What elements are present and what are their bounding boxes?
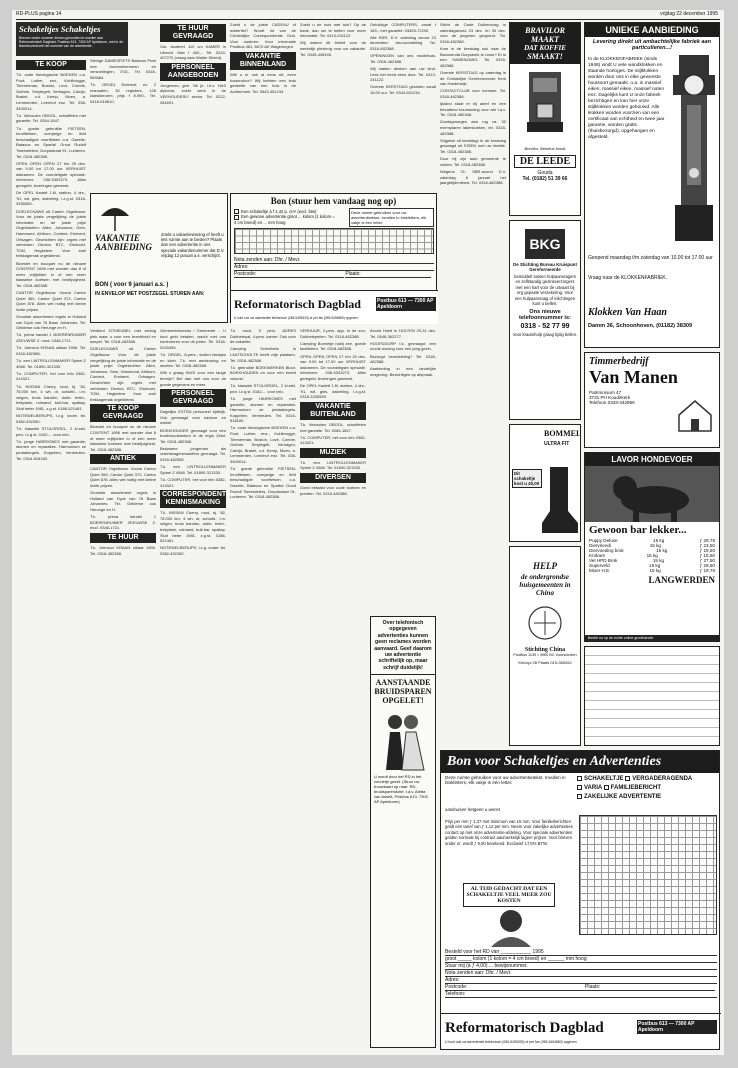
list-item: Avond Hotel in HOLTEN 29-31 dec. Tel. 0548-362277.	[370, 328, 436, 339]
bravilor-l2: MAAKT	[530, 35, 559, 44]
fax-top: U kunt ook uw advertentie telefonisch (055-5495333) of per fax (055-5494880) opgeven	[234, 316, 358, 320]
list-item: NOTEWELBERUPS, l.z.g. onder. tel. 0382-492280.	[16, 413, 86, 424]
opt-varia-checkbox[interactable]	[577, 785, 582, 790]
list-item: Bekwame jongeman als vrachtwagenchauffeur gevraagd. Tel. 0318-462555.	[160, 445, 226, 463]
list-item: T.k. prima handel 1 BOERENRUIMER ZEEUWSE Z. mod. 0348-1721.	[16, 332, 86, 344]
fax-bottom: U kunt ook uw advertentie telefonisch (055-5495333) of per fax (055-5494880) opgeven	[445, 1040, 577, 1044]
bravilor-l3: DAT KOFFIE	[524, 44, 566, 52]
klokken-maker: Klokken Van Haan	[588, 307, 667, 318]
list-item: T.k. jonge HARRIONES met garantie, stomen en reparaties. Harmonium ze pedaalorgels. Koppelen, Vermeulen. Tel. 0316-518180.	[230, 395, 296, 424]
china-giro: Kelvopl 28 Plaats 015-369262	[518, 660, 572, 665]
list-item: Zoekt u de huis met tuin? Op de bank, dan om te bellen voor meer informatie. Tel. 0413-241122.	[300, 22, 366, 39]
list-item: Camping Bonnetje nabij zee, goede faciliteiten. Tel. 0318-482388.	[300, 340, 366, 352]
section-vakantie-buitenland: VAKANTIE BUITENLAND	[300, 402, 366, 420]
bravilor-tel: Tel. (0182) 51 39 66	[522, 176, 568, 182]
letter-grid[interactable]	[234, 228, 434, 254]
vakantie-aanbieding-box	[90, 193, 228, 323]
ads-column-4-top	[230, 22, 296, 192]
address-field[interactable]: Adres:	[234, 264, 434, 271]
vakantie-body: Zoekt u vakantiewoning of heeft u iets ruimte aan te bieden? Plaats dan een advertentie in ons speciale vakantienummer dat D.V. vrijdag 12 januari a.s. verschijnt.	[161, 232, 225, 258]
opt-schakeltje-label: SCHAKELTJE	[584, 776, 624, 782]
list-item: DOELECKAWS uit Canter Orgelbouw. Voor de juiste vergelijking de juiste informatie en de juiste prijs! Orgelstoelen: Allen, Johannus, Gem, Hammond, Ahlborn, Content, Eminent, Ortsagen. Gewrichten zijn: orgels met verbinden Deotoo BTC. Eindvoet, TOM, Hegkelem. Voor snel trekkagemak orgeldienst.	[16, 208, 86, 259]
ultrafit-ad	[509, 424, 581, 542]
list-item: Wij maken denken aan uw kind. Lees het eerst eens door. Tel. 0413-241122.	[370, 65, 436, 83]
list-item: Aanbieding in een landelijke omgeving. Bezichtigen op afspraak.	[370, 366, 436, 377]
bkg-body: bemiddelt tussen hulpaanvragers en zelfstandig gezinsverzorgers met een hart voor de uitvaart bij erg gepaste verzekering. Voor een hulpaanvraag of inlichtingen kunt u bellen:	[514, 274, 576, 307]
opt-schakeltje-checkbox[interactable]	[577, 776, 582, 781]
house-icon	[677, 397, 713, 433]
bride-groom-icon	[378, 710, 428, 770]
bon-prices: Prijs per mm ƒ 1,37 met minimum van 15 mm. Voor familieberichten geldt een tarief van ƒ 1,12 per mm. Neem voor zakelijke advertenties contact op met onze advertentie-afdeling. Voor speciale advertenties gelden normale bij contract aanmerkelijk lagere prijzen. Voor brieven onder nr. wordt ƒ 6,50 berekend. Exclusief 17,5% BTW.	[445, 819, 573, 846]
ads-column-7	[440, 22, 506, 542]
klokken-address: Damm 36, Schoonhoven, (01182) 38309	[588, 323, 693, 329]
ads-column-4-lower	[230, 328, 296, 1048]
china-ad	[509, 546, 581, 746]
newspaper-page	[12, 10, 724, 1055]
lavor-headline: Gewoon bar lekker...	[589, 524, 687, 536]
ads-column-3-lower	[160, 328, 235, 1048]
coffee-machine-icon	[525, 70, 565, 140]
list-item: De OPEL Kadett 1.6i, station, 4 drs., '91, wit, gies, dakreling. l.z.g.st. 0318-3335555.	[16, 190, 86, 207]
postbus-bottom: Postbus 613 — 7300 AP Apeldoorn	[637, 1020, 717, 1034]
bravilor-town: Gouda	[537, 170, 553, 176]
postbus-top: Postbus 613 — 7300 AP Apeldoorn	[376, 297, 436, 311]
order-form-top	[230, 193, 437, 323]
list-item: T.k. gebruikte BOEKWERKEN Bloot. BOEKHOUDEN en voor een breed volume.	[230, 364, 296, 381]
option-advertentie-label: Een gewone advertentie groot ... kolom (1 kolom = 4 cm breed) en ... mm hoog	[234, 214, 335, 225]
table-row: Vet HPD Brok 15 kg ƒ 27,50	[589, 558, 715, 563]
bkg-tel: 0318 - 52 77 99	[520, 323, 570, 331]
klokken-ad	[584, 22, 720, 348]
ads-column-2-lower	[90, 328, 156, 1048]
list-item: T.k. een LINTROLLENMAKER Spinel Z 4068. Tel. 01890-321330.	[300, 459, 366, 471]
ads-column-5-lower	[300, 328, 366, 1048]
section-te-huur-gevraagd: TE HUUR GEVRAAGD	[160, 24, 226, 42]
list-item: Zondagmorgen aan rug ca. 30 exemplaren lakenkoeken, tel. 0318-482388.	[440, 119, 506, 136]
banner-subtitle: Brieven onder nummer dienen gezonden te worden aan Reformatorisch Dagblad, Postbus 613, 7300 AP Apeldoorn, met in de linkerbovenhoek het nummer van de advertentie.	[19, 36, 123, 49]
list-item: OPEN OPEN OPEN 27 t/m 29 dec. van 9.00 tot 17.00 uur VERHUIST dakramen. De voordeligste speciale. Informeer: 036-5303273. Alles geregeld, leveringen gewenst.	[16, 160, 86, 189]
bon-note: aankruisen hetgeen u wenst	[445, 807, 500, 812]
section-diversen: DIVERSEN	[300, 473, 366, 483]
opt-vergadering-checkbox[interactable]	[625, 776, 630, 781]
lavor-title: LAVOR HONDEVOER	[585, 453, 719, 466]
bon-postcode-field[interactable]: Postcode:	[445, 984, 585, 991]
table-row: Diervoeding brok 15 kg ƒ 19,50	[589, 548, 715, 553]
ads-col1-list	[16, 72, 86, 461]
bon-bottom	[440, 750, 720, 1050]
vakantie-title: VAKANTIE AANBIEDING	[95, 233, 153, 252]
shoe-icon	[540, 465, 580, 535]
bon-adres-field[interactable]: Adres:	[445, 977, 717, 984]
list-item: T.k. mooi, 5 pers. ADRES Dubbelepal, 4-pers. kamer. Ook voor de vakantie.	[230, 328, 296, 345]
list-item: HOOFDDORP t.k. gevraagd: een mooie woning voor een jong gezin.	[370, 340, 436, 352]
table-row: Diervriendi 15 kg ƒ 23,50	[589, 543, 715, 548]
list-item: Dagelijks EXTRA personeel tijdelijk. Ook gevraagd voor kantoor en winkel.	[160, 409, 226, 426]
ads-column-3-top	[160, 22, 226, 192]
list-item: Overste KERSTDAG op zaterdag in de Christelijke Gereformeerde Kerk van Harderwijk.	[440, 69, 506, 87]
ads-column-6-top	[370, 22, 436, 192]
list-item: CANTOR Orgelbouw. Vooral Cantor Quiet 360, Cantor Quiet 372, Cantor Quiet 878. Alles wel nuttig met kleine lichte prijzen.	[90, 466, 156, 489]
list-item: Overste KERSTDAG gesloten vanaf 16.00 uur. Tel. 0344-651234.	[370, 84, 436, 95]
list-item: Gelukkige COMPUTERS, vanaf f 169,- met garantie: 03453-72292.	[370, 22, 436, 33]
list-item: OPEN OPEN OPEN 27 t/m 29 dec. van 9.00 tot 17.00 uur VERHUIST dakramen. De voordeligste speciale. Informeer: 036-5303273. Alles geregeld, leveringen gewenst.	[300, 353, 366, 381]
list-item: VERHUUR, 2-pers. app. in de zon, Dubbelepeilen. Tel. 0318-482388.	[300, 328, 366, 339]
list-item: Camping Schreibels in LAATSCHOLTE heeft vrije plaatsen. Tel. 0318-482388.	[230, 346, 296, 363]
section-personeel-aangeboden: PERSONEEL AANGEBODEN	[160, 63, 226, 81]
list-item: DOELECKAWS uit Canter Orgelbouw. Voor de juiste vergelijking de juiste informatie en de juiste prijs! Orgelstoelen: Allen, Johannus, Gem, Hammond, Ahlborn, Content, Eminent, Ortsagen. Gewrichten zijn: orgels met verbinden Deotoo BTC. Eindvoet, TOM, Hegkelem. Voor snel trekkagemak orgeldienst.	[90, 346, 156, 402]
china-body: de ondergrondse huisgemeenten in China	[519, 573, 571, 597]
list-item: Bloesiet en bouquet nu de nieuwe CONTENT 1696 met wonder dan 8 of meer vrijtijdden in of een meer klassieke koetsen met bedrijvigheid. Tel. 0318-482388.	[90, 424, 156, 452]
list-item: Alle BSR, D.V. zaterdag avond 23 december: dia-voorstelling. Tel. 0318-482388.	[370, 34, 436, 51]
timmer-name: Van Manen	[589, 367, 678, 387]
section-correspondentie: CORRESPONDENTIE/ KENNISMAKING	[162, 491, 235, 507]
list-item: T.k. klassiek STIJLORGEL, 2 kl.stel, ped. l.z.g.st. 0182-... voor info.	[230, 383, 296, 394]
masthead-bottom: Reformatorisch Dagblad	[445, 1020, 604, 1036]
beach-umbrella-icon	[99, 202, 131, 232]
list-item: NOTEWELBERUPS, l.z.g. onder. tel. 0382-492280.	[160, 545, 226, 556]
ads-column-5-top	[300, 22, 366, 192]
bon-telefoon-field[interactable]: Telefoon:	[445, 991, 717, 998]
klokken-sub: Levering direkt uit ambachtelijke fabriek aan particulieren...!	[592, 39, 712, 51]
order-form-note: Deze ruimte gebruiken voor uw advertentietekst. Invullen in blokletters, elk vakje is één letter.	[349, 208, 434, 227]
opt-zakelijk-label: ZAKELIJKE ADVERTENTIE	[584, 794, 662, 800]
list-item: T.k. Johnson KRAAN uitlaat 1996. Tel. 0318-482388.	[90, 545, 156, 556]
banner-title: Schakeltjes Schakeltjes	[19, 24, 101, 34]
lavor-foot: Bestel nu op de echte online groothandel	[585, 635, 719, 641]
list-item: Door bij zijn auto gemeente te vinden. Tel. 0318-482388.	[440, 156, 506, 167]
list-item: CONTACTCLUB voor mensen. Tel. 0318-482388.	[440, 88, 506, 99]
bon-intro: Deze ruimte gebruiken voor uw advertentietekst. Invullen in blokletters, elk vakje is één letter.	[445, 775, 566, 785]
list-item: Gar. studeert 110 cm KAMER in Utrecht. Max f 400,-. Tel. 0224-407270 (vraag naar Walter Stricht).	[160, 44, 226, 61]
list-item: Wegens 21- SBR-avond D.V. zaterdag 6 januari het jaargetijdenfeest. Tel. 0318-482388.	[440, 169, 506, 186]
list-item: T.k. NISSAN Cherry, rood, bj. '82, 76.000 km, 4 wh. dr, schuifd., l.m. velgen, bruis banden, dubb. trekh., trekplank, rolmand, bull-bar, spatlap. Sluit beter 1981, z.g.st. 0186-521481.	[16, 383, 86, 411]
timmer-address1: Patrimonium 47	[589, 390, 622, 395]
list-item: Zoekt u de juiste CADEAU of winterfiet? Wordt lid van de Christelijke Correspondentie Club. Voor ouderen. Voor informatie Postbus 461, 6670 AK Wageningen.	[230, 22, 296, 50]
bon-letter-grid[interactable]	[579, 815, 717, 935]
postcode-field[interactable]: Postcode:	[234, 271, 344, 278]
table-row: Krokant 15 kg ƒ 15,50	[589, 553, 715, 558]
dog-icon	[585, 466, 719, 522]
bravilor-brand: DE LEEDE	[514, 155, 576, 168]
bon-bottom-title: Bon voor Schakeltjes en Advertenties	[441, 751, 719, 773]
schakeltjes-banner	[16, 22, 128, 56]
section-personeel-gevraagd: PERSONEEL GEVRAAGD	[160, 389, 226, 407]
bravilor-l4: SMAAKT!	[527, 52, 563, 61]
table-row: Mixer H.E. 15 kg ƒ 19,75	[589, 568, 715, 573]
bon-betaal-field[interactable]: Stuur mij (à ƒ 4,00) ... bewijsnummer.	[445, 963, 717, 970]
list-item: Stevige DAMESFIETS Batavus Pixel met trommelremmen en versnellingen, 7/15,- Tel. 0318-569484.	[90, 58, 156, 80]
list-item: T.k. ORGEL Eminent, ev. 2 manualen, 30 registers, 128 klankkleuren, prijs f 8.590,- Tel. 0418-519610.	[90, 81, 156, 104]
china-post: Postbus 1139 • 3960 BC Voorschoten	[513, 653, 577, 657]
header-rule	[16, 19, 720, 20]
page-date: vrijdag 22 december 1995	[660, 11, 718, 17]
list-item: T.k. COMPUTER, het voor info 0382-414321.	[300, 434, 366, 446]
list-item: T.k. een LINTROLLENMAKER Spinel Z 4068. Tel. 01890-321330.	[16, 358, 86, 369]
list-item: T.k. Velosolex OBOOL, schuiffelen met garantie. Tel. 0284-1847.	[300, 421, 366, 433]
list-item: T.k. ORGEL, 8-pers., wollen bankjes en klein. T.k. met armleuning en stoelen. Tel. 0318-482388.	[160, 351, 226, 369]
list-item: Bezorgd bemiddeling? Tel. 0318-482388.	[370, 353, 436, 365]
bkg-cta: Ons nieuwe telefoonnummer is:	[519, 309, 571, 322]
list-item: T.k. oude theologische BOEKEN o.a. Poot, Luther, enz., Kohlbrugge, Timmerman, Boston, Love, Comrie, Guthrie, Smytegelt, Verhagen, Calvijn, Brakel, v.d. Kemp, Moen, a. Lemmerden, Leenhof enz. Tel. 038-3409014.	[230, 425, 296, 465]
table-row: Puppy Deluxe 15 kg ƒ 29,75	[589, 538, 715, 543]
list-item: Ijsland staat er bij aleef en een bevattend huurwoning voor wie t.a.v. Tel. 0318-482388.	[440, 101, 506, 118]
list-item: T.k. goede gebruikte FIETSEN. Inruilfietsen, overjarige en licht beschadigde voorfietsen o.a. Gazelle, Batavus en Sparta! Groot Rudolf Tweewielers, Dorpsstraat 91, Lunteren. Tel. 0318-482388.	[230, 466, 296, 500]
lavor-brand: LANGWERDEN	[648, 575, 715, 585]
bravilor-l1: BRAVILOR	[525, 26, 565, 35]
section-te-koop-gevraagd: TE KOOP GEVRAAGD	[90, 404, 156, 422]
section-te-koop: TE KOOP	[16, 60, 86, 70]
klokken-title: UNIEKE AANBIEDING	[585, 23, 719, 37]
lavor-price-table	[585, 538, 719, 573]
ultrafit-badge: Dit schakeltje kost u 40,00	[512, 469, 542, 488]
bon-stamp: AL TIJD GEDACHT DAT EEN SCHAKELTJE VEEL MEER ZOU KOSTEN	[463, 883, 555, 907]
list-item: Wilt u er ook al eens uit, even tussendoor? Wij hebben een leuk gedeelte van een huis in de Achterhoek. Tel. 0543-451244.	[230, 71, 296, 94]
grandfather-clock-icon	[671, 55, 717, 245]
section-antiek: ANTIEK	[90, 454, 156, 464]
list-item: T.k. prima handel 1 BOERENRUIMER ZEEUWSE Z. mod. 0348-1721.	[90, 514, 156, 531]
list-item: T.k. NISSAN Cherry, rood, bj. '82, 76.000 km, 4 wh. dr, schuifd., l.m. velgen, bruis banden, dubb. trekh., trekplank, rolmand, bull-bar, spatlap. Sluit beter 1981, z.g.st. 0186-521481.	[160, 510, 226, 544]
table-row: Superveld 15 kg ƒ 29,50	[589, 563, 715, 568]
list-item: T.k. een LINTROLLENMAKER Spinel Z 4068. Tel. 01890-321330.	[160, 464, 226, 475]
list-item: CANTOR Orgelbouw. Vooral Cantor Quiet 360, Cantor Quiet 372, Cantor Quiet 878. Alles wel nuttig met kleine lichte prijzen.	[16, 290, 86, 312]
page-header	[12, 10, 724, 19]
klokken-body: In de KLOKKENFABRIEK (sinds 1948) vindt U vele wandklokken en staande horloges. De stijlklokken worden door ons in elke gewenste houtsoort gemaakt. o.a. in massief eiken, massief eiken, massief noten enz. Dagelijks kunt U onze fabriek bezichtigen en kan hier onze stijlklokken worden gebouwd. Alle klokken worden voorzien van een certificaat van echtheid en twee jaar garantie, worden gratis (thuisbezorgd), opgehangen en afgesteld.	[588, 57, 665, 140]
section-te-huur: TE HUUR	[90, 533, 156, 543]
list-item: Sticht de Oude Duikenburg is zaterdagavond 23 dec. en 30 dec. voor de jongeren geopend. Tel. 0318-482388.	[440, 22, 506, 44]
bon-plaats-field[interactable]: Plaats:	[585, 984, 715, 991]
bon-groot-field[interactable]: groot _____ kolom (1 kolom = 4 cm breed) en ______ mm hoog	[445, 956, 717, 963]
list-item: T.k. jonge HARRIONES met garantie, stomen en reparaties. Harmonium ze pedaalorgels. Koppelen, Vermeulen. Tel. 0316-518180.	[16, 438, 86, 461]
masthead-top: Reformatorisch Dagblad	[234, 297, 361, 311]
timmer-title: Timmerbedrijf	[589, 356, 649, 367]
bon-nota-field[interactable]: Nota zenden aan: Dhr. / Mevr.	[445, 970, 717, 977]
section-vakantie-binnenland: VAKANTIE BINNENLAND	[230, 52, 296, 70]
china-org: Stichting China	[524, 647, 566, 653]
list-item: BOEKHOUDER gevraagd voor een boekhoudkantoor in de regio Zeist. Tel. 0318-482388.	[160, 427, 226, 444]
klokken-open: Geopend maandag t/m zaterdag van 10.00 tot 17.00 uur	[588, 255, 713, 261]
woman-phone-icon	[481, 907, 541, 947]
bruidsparen-note: U wordt door het RD in het zonnetje gezet. (Stuur uw trouwkaart op naar: RD-bruidsparenactie, t.a.v. Aletta van Asselt, Postbus 613, 7300 AP Apeldoorn)	[374, 774, 428, 805]
timmer-address2: 3731 PH Koudekerk	[589, 395, 631, 400]
list-item: T.k. klassiek STIJLORGEL, 2 kl.stel, ped. l.z.g.st. 0182-... voor info.	[16, 425, 86, 437]
list-item: T.k. Johnson KRAAN uitlaat 1996. Tel. 0318-482388.	[16, 345, 86, 356]
list-item: T.k. COMPUTER, het voor info 0382-414321.	[160, 477, 226, 488]
vakantie-bon-line: BON ( voor 9 januari a.s. )	[95, 282, 169, 288]
ultrafit-sub: ULTRA FIT	[544, 441, 570, 447]
option-schakeltje-label: Een schakeltje à f 1,42 p. cm² (excl. btw)	[241, 209, 317, 214]
bruidsparen-title: AANSTAANDE BRUIDSPAREN OPGELET!	[371, 674, 435, 708]
list-item: OPENINGEN van ons modelhuis. Tel. 0318-482388.	[370, 53, 436, 64]
lavor-ad	[584, 452, 720, 642]
page-number: RD-PLUS pagina 14	[16, 11, 62, 17]
section-muziek: MUZIEK	[300, 448, 366, 458]
list-item: T.k. goede gebruikte FIETSEN. Inruilfietsen, overjarige en licht beschadigde voorfietsen o.a. Gazelle, Batavus en Sparta! Groot Rudolf Tweewielers, Dorpsstraat 91, Lunteren. Tel. 0318-482388.	[16, 125, 86, 159]
place-field[interactable]: Plaats:	[345, 271, 431, 278]
list-item: Kom in de kerstdag ook naar de Bavocenda Dorpskerk te Lisse? Er is een SAMENZANG. Tel. 0318-482388.	[440, 45, 506, 68]
list-item: T.k. COMPUTER, het voor info 0382-414321.	[16, 370, 86, 382]
opt-familie-label: FAMILIEBERICHT	[610, 785, 662, 791]
opt-zakelijk-checkbox[interactable]	[577, 794, 582, 799]
vakantie-bon-address: IN ENVELOP MET POSTZEGEL STUREN AAN:	[95, 291, 205, 297]
bruidsparen-intro: Over telefonisch opgegeven advertenties kunnen geen reclames worden aanvaard. Geef daarom uw advertentie schriftelijk op, maar schrijf duidelijk!	[374, 620, 432, 671]
list-item: Wij maken dit beleid voor de werkelijk plezierig voor uw vakantie. Tel. 0343-445445.	[300, 40, 366, 57]
list-item: Grootste assortiment orgels in Holland van Dyck van 76 Baan Johannes. Tel. Gelderse ook Herunge en H.	[16, 314, 86, 331]
opt-varia-label: VARIA	[584, 785, 602, 791]
timmer-tel: Telefoon 0343-442966	[589, 400, 635, 405]
lavor-order-coupon	[584, 646, 720, 746]
bruidsparen-ad	[370, 616, 436, 1048]
bravilor-caption: Brevilor, Benelux fonds	[524, 146, 566, 151]
timmerbedrijf-ad	[584, 352, 720, 448]
name-field[interactable]: Nota zenden aan: Dhr. / Mevr.	[234, 257, 434, 264]
bus-icon	[520, 603, 570, 643]
list-item: Wilt u graag HUIS voor een lange termijn? Bel dan met ons voor de goede gegevens en meer.	[160, 370, 226, 387]
list-item: T.k. oude theologische BOEKEN o.a. Poot, Luther, enz., Kohlbrugge, Timmerman, Boston, Love, Comrie, Guthrie, Smytegelt, Verhagen, Calvijn, Brakel, v.d. Kemp, Moen, a. Lemmerden, Leenhof enz. Tel. 038-3409014.	[16, 72, 86, 111]
bkg-ad	[509, 220, 581, 420]
list-item: T.k. Velosolex OBOOL, schuiffelen met garantie. Tel. 0284-1847.	[16, 112, 86, 124]
bon-bestel-field[interactable]: Besteld voor het RD van ___________ 1995	[445, 949, 717, 956]
opt-vergadering-label: VERGADERAGENDA	[632, 776, 693, 782]
list-item: Goed betaald voor oude boeken en prenten. Tel. 0318-482388.	[300, 485, 366, 496]
list-item: Verdient ZITMEUBEL met weinig plek waar u voor een breedheid en soepel. Tel. 0318-482388.	[90, 328, 156, 345]
opt-familie-checkbox[interactable]	[604, 785, 609, 790]
order-form-title: Bon (stuur hem vandaag nog op)	[270, 196, 397, 206]
bkg-foot: Voor kraamhulp graag tijdig bellen.	[512, 332, 578, 338]
ultrafit-brand: BOMMEL	[544, 429, 582, 438]
list-item: Bloesiet en bouquet nu de nieuwe CONTENT 1696 met wonder dan 8 of meer vrijtijdden in of een meer klassieke koetsen met bedrijvigheid. Tel. 0318-482388.	[16, 260, 86, 288]
list-item: Grootste assortiment orgels in Holland van Dyck van 76 Baan Johannes. Tel. Gelderse ook Herunge en H.	[90, 490, 156, 513]
china-help: HELP	[533, 561, 557, 571]
list-item: Jongeman, geb. '86 je, i.b.v. HAS diploma, zoekt werk in de VEEHOUDERIJ sector. Tel. 0222-281691.	[160, 82, 226, 105]
klokken-folder: Vraag naar de KLOKKENFABRIEK.	[588, 275, 668, 281]
ads-column-1	[16, 58, 86, 1052]
bravilor-ad	[509, 22, 581, 216]
list-item: Gemeentebureau / Gemeente ... U kunt geld betalen, wacht met ons kontroleren voor de juiste. Tel. 0318-0220455.	[160, 328, 226, 350]
list-item: Vrijgeluk uit kerstdag! In de kerstdag gewaagd uit EISEN met uw familie. Tel. 0318-482388.	[440, 137, 506, 155]
list-item: De OPEL Kadett 1.6i, station, 4 drs., '91, wit, gies, dakreling. l.z.g.st. 0318-3335555.	[300, 383, 366, 400]
bkg-logo-icon: BKG	[525, 229, 565, 259]
bkg-name: De Stichting Bureau Kruispunt Gereformeerde	[513, 262, 577, 272]
